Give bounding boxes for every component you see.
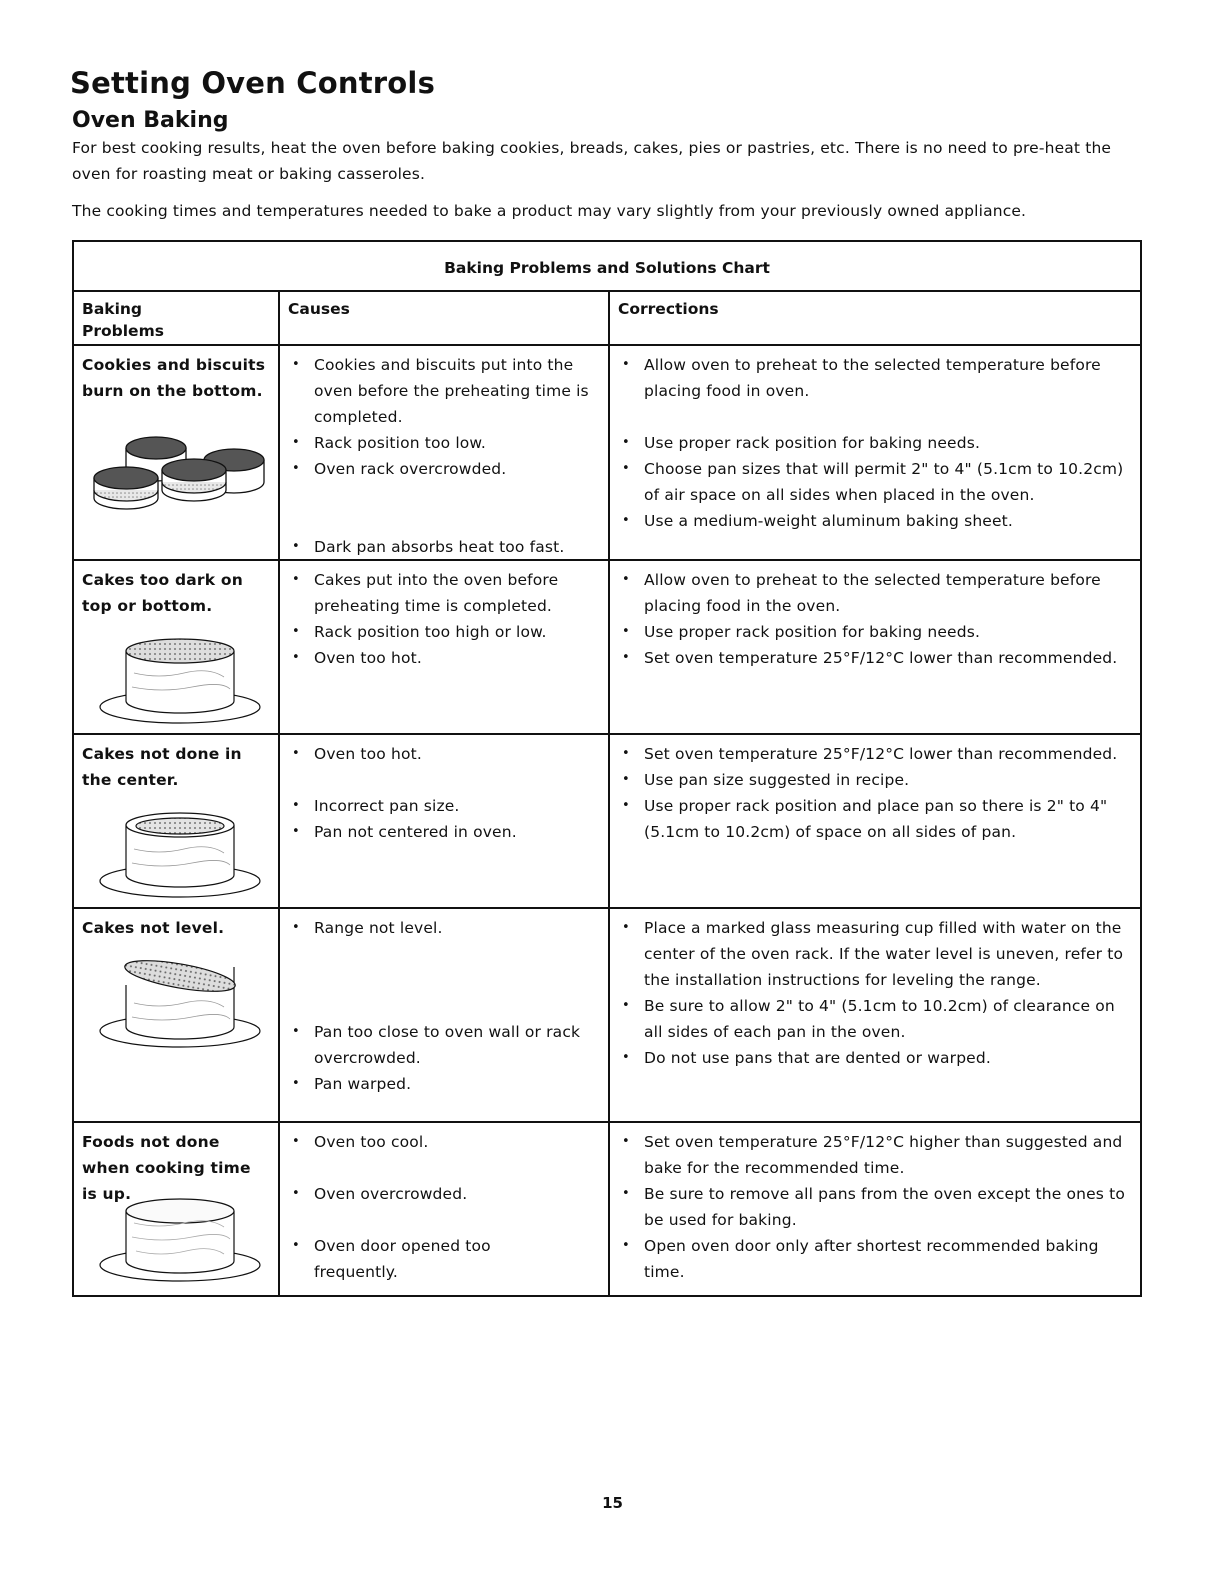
cause-item: • Dark pan absorbs heat too fast.	[288, 534, 602, 560]
cause-item: • Oven too cool.	[288, 1129, 602, 1155]
correction-item: • Be sure to remove all pans from the oven except the ones to be used for baking.	[618, 1181, 1132, 1233]
causes-cell	[280, 346, 610, 559]
problem-label: Cakes not done in the center.	[82, 745, 242, 789]
correction-item: • Use a medium-weight aluminum baking sheet.	[618, 508, 1132, 534]
problem-cell	[74, 1123, 280, 1295]
problem-label: Cakes not level.	[82, 919, 225, 937]
correction-item: • Use proper rack position for baking needs.	[618, 619, 1132, 645]
correction-item: • Do not use pans that are dented or warped.	[618, 1045, 1132, 1071]
cause-item: • Oven door opened too frequently.	[288, 1233, 602, 1285]
table-row	[74, 346, 1140, 561]
cause-item: • Incorrect pan size.	[288, 793, 602, 819]
table-row	[74, 909, 1140, 1123]
baking-problems-chart	[72, 240, 1142, 1297]
corrections-cell	[610, 346, 1140, 559]
corrections-cell	[610, 561, 1140, 733]
problem-cell	[74, 561, 280, 733]
correction-item: • Set oven temperature 25°F/12°C higher than suggested and bake for the recommended time.	[618, 1129, 1132, 1181]
cause-item: • Pan too close to oven wall or rack overcrowded.	[288, 1019, 602, 1071]
correction-item: • Use proper rack position for baking needs.	[618, 430, 1132, 456]
correction-item: • Allow oven to preheat to the selected temperature before placing food in oven.	[618, 352, 1132, 404]
page-number: 15	[602, 1494, 623, 1512]
cause-item: • Pan warped.	[288, 1071, 602, 1097]
cause-item: • Oven too hot.	[288, 741, 602, 767]
cause-item: • Pan not centered in oven.	[288, 819, 602, 845]
correction-item: • Use pan size suggested in recipe.	[618, 767, 1132, 793]
correction-item: • Choose pan sizes that will permit 2" to 4" (5.1cm to 10.2cm) of air space on all sides when placed in the oven.	[618, 456, 1132, 508]
cause-item: • Rack position too high or low.	[288, 619, 602, 645]
correction-item: • Set oven temperature 25°F/12°C lower than recommended.	[618, 741, 1132, 767]
cookies-icon	[84, 428, 274, 528]
causes-cell	[280, 1123, 610, 1295]
problem-cell	[74, 735, 280, 907]
cause-item: • Cakes put into the oven before preheating time is completed.	[288, 567, 602, 619]
section-title: Oven Baking	[72, 108, 229, 133]
correction-item: • Set oven temperature 25°F/12°C lower than recommended.	[618, 645, 1132, 671]
header-causes: Causes	[280, 292, 610, 344]
tilted-cake-icon	[84, 959, 274, 1054]
corrections-cell	[610, 1123, 1140, 1295]
problem-cell	[74, 346, 280, 559]
header-corrections: Corrections	[618, 300, 719, 318]
cause-item: • Oven too hot.	[288, 645, 602, 671]
causes-cell	[280, 909, 610, 1121]
chart-title: Baking Problems and Solutions Chart	[74, 242, 1140, 292]
correction-item: • Place a marked glass measuring cup filled with water on the center of the oven rack. If the water level is uneven, refer to the installation instructions for leveling the range.	[618, 915, 1132, 993]
intro-note: The cooking times and temperatures needed to bake a product may vary slightly from your previously owned appliance.	[72, 202, 1027, 220]
cause-item: • Oven overcrowded.	[288, 1181, 602, 1207]
intro-paragraph: For best cooking results, heat the oven before baking cookies, breads, cakes, pies or pastries, etc. There is no need to pre-heat the oven for roasting meat or baking casseroles.	[72, 139, 1112, 183]
corrections-cell	[610, 909, 1140, 1121]
dark-cake-icon	[84, 633, 274, 728]
table-row	[74, 1123, 1140, 1295]
sunken-cake-icon	[84, 807, 274, 902]
problem-label: Cakes too dark on top or bottom.	[82, 571, 243, 615]
correction-item: • Open oven door only after shortest recommended baking time.	[618, 1233, 1132, 1285]
corrections-cell	[610, 735, 1140, 907]
header-problems: Baking Problems	[74, 292, 280, 344]
table-row	[74, 561, 1140, 735]
causes-cell	[280, 561, 610, 733]
correction-item: • Be sure to allow 2" to 4" (5.1cm to 10.2cm) of clearance on all sides of each pan in the oven.	[618, 993, 1132, 1045]
problem-cell	[74, 909, 280, 1121]
table-row	[74, 735, 1140, 909]
cause-item: • Cookies and biscuits put into the oven before the preheating time is completed.	[288, 352, 602, 430]
cause-item: • Oven rack overcrowded.	[288, 456, 602, 482]
page-title: Setting Oven Controls	[70, 66, 436, 100]
pale-cake-icon	[84, 1193, 274, 1288]
problem-label: Foods not done when cooking time is up.	[82, 1133, 251, 1203]
cause-item: • Rack position too low.	[288, 430, 602, 456]
correction-item: • Allow oven to preheat to the selected temperature before placing food in the oven.	[618, 567, 1132, 619]
header-row	[74, 292, 1140, 346]
causes-cell	[280, 735, 610, 907]
cause-item: • Range not level.	[288, 915, 602, 941]
correction-item: • Use proper rack position and place pan so there is 2" to 4" (5.1cm to 10.2cm) of space on all sides of pan.	[618, 793, 1132, 845]
problem-label: Cookies and biscuits burn on the bottom.	[82, 356, 266, 400]
